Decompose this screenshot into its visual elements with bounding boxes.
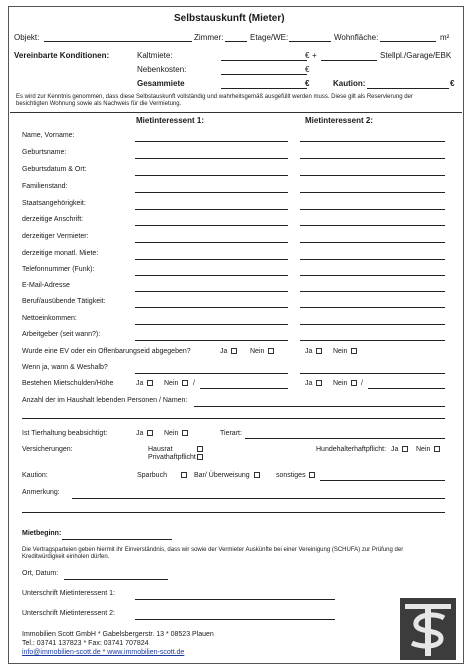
privathaft-label: Privathaftpflicht — [148, 454, 196, 461]
footer-phone: Tel.: 03741 137823 * Fax: 03741 707824 — [22, 640, 149, 647]
personen-label: Anzahl der im Haushalt lebenden Personen / Namen: — [22, 397, 188, 404]
zimmer-label: Zimmer: — [194, 33, 224, 42]
mietbeginn-label: Mietbeginn: — [22, 530, 62, 537]
zimmer-line[interactable] — [225, 41, 247, 42]
ev-nein-checkbox-1[interactable] — [268, 348, 274, 354]
field-label: Nettoeinkommen: — [22, 315, 77, 322]
etage-line[interactable] — [289, 41, 331, 42]
divider — [10, 112, 462, 113]
is-logo-icon — [400, 598, 456, 660]
field-label: derzeitige Anschrift: — [22, 216, 84, 223]
schufa-line-1: Die Vertragsparteien geben hiermit ihr Einverständnis, dass wir sowie der Vermieter Auskünfte bei einer Vereinigung (SCHUFA) zur Prüfung der — [22, 547, 404, 553]
nein-label: Nein — [333, 348, 348, 355]
objekt-label: Objekt: — [14, 33, 40, 42]
tierart-label: Tierart: — [220, 430, 242, 437]
nein-label: Nein — [333, 380, 348, 387]
schulden-ja-checkbox-1[interactable] — [147, 380, 153, 386]
ja-label: Ja — [136, 430, 144, 437]
field-label: Familienstand: — [22, 183, 68, 190]
field-line-1[interactable] — [135, 141, 288, 142]
kaltmiete-label: Kaltmiete: — [137, 51, 173, 60]
ja-label: Ja — [305, 380, 313, 387]
tier-nein-checkbox[interactable] — [182, 430, 188, 436]
field-line-1[interactable] — [135, 291, 288, 292]
ev-detail-line-1[interactable] — [135, 373, 288, 374]
ev-detail-line-2[interactable] — [300, 373, 445, 374]
nein-label: Nein — [164, 430, 179, 437]
field-line-1[interactable] — [135, 175, 288, 176]
tier-ja-checkbox[interactable] — [147, 430, 153, 436]
m2-unit: m² — [440, 33, 450, 42]
field-line-2[interactable] — [300, 192, 445, 193]
field-label: Staatsangehörigkeit: — [22, 200, 86, 207]
intro-line-2: besichtigten Wohnung sowie als Nachweis für die Vermietung. — [16, 101, 182, 107]
anmerkung-label: Anmerkung: — [22, 489, 60, 496]
field-line-1[interactable] — [135, 324, 288, 325]
field-label: Name, Vorname: — [22, 132, 75, 139]
field-line-1[interactable] — [135, 242, 288, 243]
ja-label: Ja — [391, 446, 399, 453]
schulden-ja-checkbox-2[interactable] — [316, 380, 322, 386]
intro-line-1: Es wird zur Kenntnis genommen, dass diese Selbstauskunft vollständig und wahrheitsgemäß ausgefüllt werden muss. Diese gilt als Reservierung der — [16, 94, 413, 100]
field-line-1[interactable] — [135, 307, 288, 308]
mietschulden-label: Bestehen Mietschulden/Höhe — [22, 380, 114, 387]
field-line-1[interactable] — [135, 209, 288, 210]
hund-nein-checkbox[interactable] — [434, 446, 440, 452]
field-line-1[interactable] — [135, 259, 288, 260]
field-label: Beruf/ausübende Tätigkeit: — [22, 298, 106, 305]
ja-label: Ja — [220, 348, 228, 355]
field-line-2[interactable] — [300, 324, 445, 325]
sig2-label: Unterschrift Mietinteressent 2: — [22, 610, 115, 617]
sonstiges-line[interactable] — [320, 480, 445, 481]
anmerkung-line-2[interactable] — [22, 512, 445, 513]
hausrat-label: Hausrat — [148, 446, 173, 453]
gesammiete-euro: € — [305, 79, 310, 88]
field-line-2[interactable] — [300, 141, 445, 142]
kaltmiete-euro: € — [305, 51, 310, 60]
ev-nein-checkbox-2[interactable] — [351, 348, 357, 354]
field-line-2[interactable] — [300, 242, 445, 243]
footer-contact-link[interactable]: info@immobilien-scott.de * www.immobilien-scott.de — [22, 649, 185, 656]
column-header-2: Mietinteressent 2: — [305, 116, 374, 125]
ev-detail-label: Wenn ja, wann & Weshalb? — [22, 364, 108, 371]
field-label: derzeitiger Vermieter: — [22, 233, 89, 240]
field-label: E-Mail-Adresse — [22, 282, 70, 289]
nebenkosten-line[interactable] — [221, 74, 307, 75]
field-line-2[interactable] — [300, 225, 445, 226]
bar-checkbox[interactable] — [254, 472, 260, 478]
field-line-2[interactable] — [300, 291, 445, 292]
sparbuch-checkbox[interactable] — [181, 472, 187, 478]
field-line-1[interactable] — [135, 158, 288, 159]
nein-label: Nein — [164, 380, 179, 387]
anmerkung-line[interactable] — [72, 498, 445, 499]
company-logo — [400, 598, 456, 660]
privathaft-checkbox[interactable] — [197, 454, 203, 460]
form-title: Selbstauskunft (Mieter) — [174, 13, 285, 24]
etage-label: Etage/WE: — [250, 33, 289, 42]
slash: / — [361, 380, 363, 387]
gesammiete-line[interactable] — [221, 88, 307, 89]
kaution-line[interactable] — [367, 88, 449, 89]
sonstiges-label: sonstiges — [276, 472, 306, 479]
mietbeginn-line[interactable] — [62, 539, 172, 540]
hund-ja-checkbox[interactable] — [402, 446, 408, 452]
field-label: Telefonnummer (Funk): — [22, 266, 95, 273]
ort-datum-label: Ort, Datum: — [22, 570, 59, 577]
versicherungen-label: Versicherungen: — [22, 446, 73, 453]
schulden-nein-checkbox-1[interactable] — [182, 380, 188, 386]
ev-question: Wurde eine EV oder ein Offenbarungseid abgegeben? — [22, 348, 191, 355]
kaution-question-label: Kaution: — [22, 472, 48, 479]
tierart-line[interactable] — [245, 438, 445, 439]
ja-label: Ja — [305, 348, 313, 355]
schufa-line-2: Kreditwürdigkeit einholen dürfen. — [22, 554, 110, 560]
field-label: Geburtsdatum & Ort: — [22, 166, 87, 173]
sig1-label: Unterschrift Mietinteressent 1: — [22, 590, 115, 597]
field-label: Arbeitgeber (seit wann?): — [22, 331, 101, 338]
ja-label: Ja — [136, 380, 144, 387]
gesammiete-label: Gesammiete — [137, 79, 185, 88]
bar-label: Bar/ Überweisung — [194, 472, 250, 479]
stellplatz-label: Stellpl./Garage/EBK — [380, 51, 452, 60]
field-line-2[interactable] — [300, 175, 445, 176]
field-line-2[interactable] — [300, 307, 445, 308]
ort-datum-line[interactable] — [64, 579, 168, 580]
sonstiges-checkbox[interactable] — [309, 472, 315, 478]
schulden-nein-checkbox-2[interactable] — [351, 380, 357, 386]
hausrat-checkbox[interactable] — [197, 446, 203, 452]
nein-label: Nein — [416, 446, 431, 453]
schulden-line-2[interactable] — [368, 388, 445, 389]
field-line-1[interactable] — [135, 225, 288, 226]
sparbuch-label: Sparbuch — [137, 472, 167, 479]
kaution-euro: € — [450, 79, 455, 88]
field-line-2[interactable] — [300, 209, 445, 210]
nebenkosten-euro: € — [305, 65, 310, 74]
hundehalter-label: Hundehalterhaftpflicht: — [316, 446, 387, 453]
field-line-2[interactable] — [300, 158, 445, 159]
kaution-label: Kaution: — [333, 79, 366, 88]
footer-address: Immobilien Scott GmbH * Gabelsbergerstr. 13 * 08523 Plauen — [22, 631, 214, 638]
field-line-1[interactable] — [135, 340, 288, 341]
personen-line[interactable] — [194, 406, 445, 407]
slash: / — [193, 380, 195, 387]
field-line-2[interactable] — [300, 259, 445, 260]
kaltmiete-line[interactable] — [221, 60, 307, 61]
personen-line-2[interactable] — [22, 418, 445, 419]
field-line-1[interactable] — [135, 275, 288, 276]
field-line-2[interactable] — [300, 340, 445, 341]
field-line-2[interactable] — [300, 275, 445, 276]
field-label: derzeitige monatl. Miete: — [22, 250, 99, 257]
plus-sign: + — [312, 51, 317, 60]
objekt-line[interactable] — [44, 41, 192, 42]
field-label: Geburtsname: — [22, 149, 67, 156]
tierhaltung-label: Ist Tierhaltung beabsichtigt: — [22, 430, 108, 437]
nein-label: Nein — [250, 348, 265, 355]
wohnflaeche-line[interactable] — [380, 41, 436, 42]
sig1-line[interactable] — [135, 599, 335, 600]
sig2-line[interactable] — [135, 619, 335, 620]
wohnflaeche-label: Wohnfläche: — [334, 33, 379, 42]
stellplatz-line[interactable] — [321, 60, 377, 61]
konditionen-heading: Vereinbarte Konditionen: — [14, 51, 110, 60]
ev-ja-checkbox-2[interactable] — [316, 348, 322, 354]
column-header-1: Mietinteressent 1: — [136, 116, 205, 125]
schulden-line-1[interactable] — [200, 388, 288, 389]
nebenkosten-label: Nebenkosten: — [137, 65, 187, 74]
field-line-1[interactable] — [135, 192, 288, 193]
ev-ja-checkbox-1[interactable] — [231, 348, 237, 354]
